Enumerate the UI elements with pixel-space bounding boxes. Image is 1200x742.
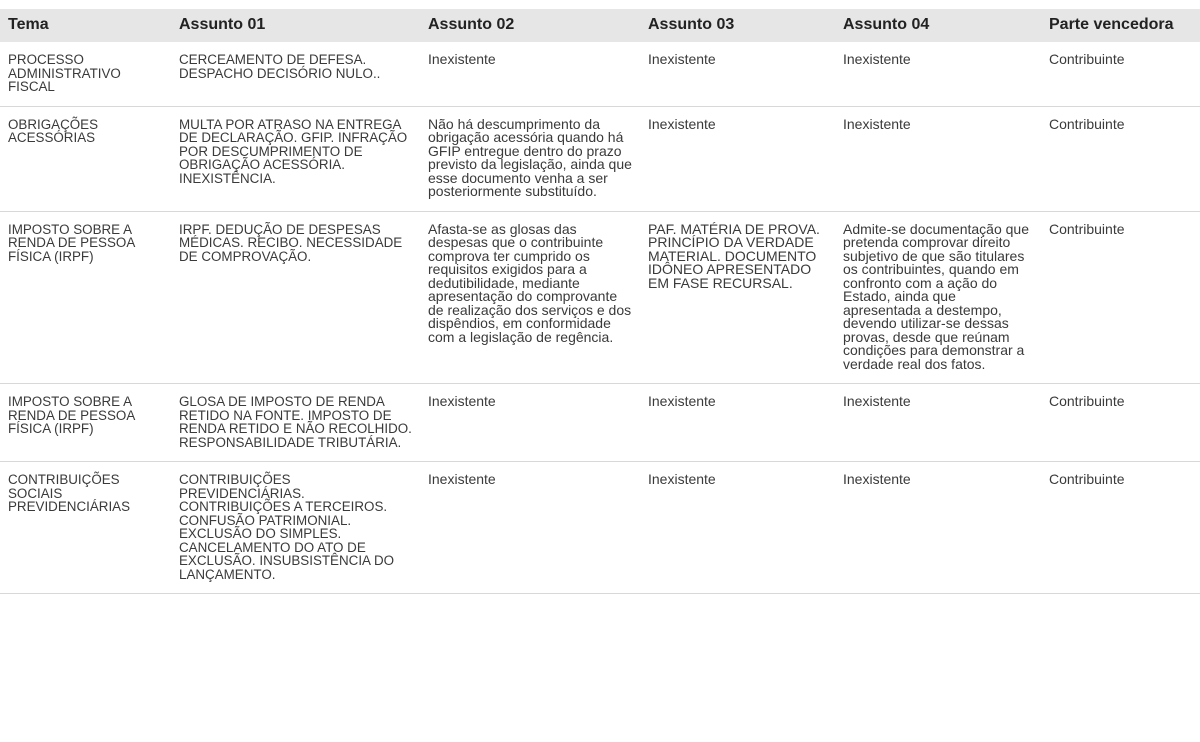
table-body bbox=[0, 42, 1200, 594]
cell-assunto-03: Inexistente bbox=[640, 462, 835, 594]
cell-parte-vencedora: Contribuinte bbox=[1041, 384, 1200, 462]
table-row bbox=[0, 106, 1200, 211]
cell-tema: PROCESSO ADMINISTRATIVO FISCAL bbox=[0, 42, 171, 106]
table-row bbox=[0, 42, 1200, 106]
cell-assunto-03: PAF. MATÉRIA DE PROVA. PRINCÍPIO DA VERDADE MATERIAL. DOCUMENTO IDÔNEO APRESENTADO EM FASE RECURSAL. bbox=[640, 211, 835, 384]
cell-assunto-02: Inexistente bbox=[420, 42, 640, 106]
cell-assunto-01: MULTA POR ATRASO NA ENTREGA DE DECLARAÇÃO. GFIP. INFRAÇÃO POR DESCUMPRIMENTO DE OBRIGAÇÃO ACESSÓRIA. INEXISTÊNCIA. bbox=[171, 106, 420, 211]
header-assunto-04: Assunto 04 bbox=[835, 9, 1041, 42]
cell-parte-vencedora: Contribuinte bbox=[1041, 211, 1200, 384]
header-assunto-03: Assunto 03 bbox=[640, 9, 835, 42]
header-tema: Tema bbox=[0, 9, 171, 42]
cell-assunto-02: Inexistente bbox=[420, 384, 640, 462]
results-table-container bbox=[0, 9, 1200, 594]
cell-tema: IMPOSTO SOBRE A RENDA DE PESSOA FÍSICA (IRPF) bbox=[0, 384, 171, 462]
cell-assunto-04: Inexistente bbox=[835, 384, 1041, 462]
table-row bbox=[0, 462, 1200, 594]
cell-assunto-03: Inexistente bbox=[640, 42, 835, 106]
cell-assunto-02: Inexistente bbox=[420, 462, 640, 594]
table-header bbox=[0, 9, 1200, 42]
table-row bbox=[0, 211, 1200, 384]
cell-assunto-04: Inexistente bbox=[835, 462, 1041, 594]
header-assunto-01: Assunto 01 bbox=[171, 9, 420, 42]
cell-assunto-02: Não há descumprimento da obrigação acessória quando há GFIP entregue dentro do prazo previsto da legislação, ainda que esse documento venha a ser posteriormente substituído. bbox=[420, 106, 640, 211]
cell-parte-vencedora: Contribuinte bbox=[1041, 42, 1200, 106]
table-row bbox=[0, 384, 1200, 462]
cell-tema: OBRIGAÇÕES ACESSÓRIAS bbox=[0, 106, 171, 211]
cell-tema: CONTRIBUIÇÕES SOCIAIS PREVIDENCIÁRIAS bbox=[0, 462, 171, 594]
cell-assunto-03: Inexistente bbox=[640, 384, 835, 462]
header-row bbox=[0, 9, 1200, 42]
cell-assunto-01: CONTRIBUIÇÕES PREVIDENCIÁRIAS. CONTRIBUIÇÕES A TERCEIROS. CONFUSÃO PATRIMONIAL. EXCLUSÃO DO SIMPLES. CANCELAMENTO DO ATO DE EXCLUSÃO. INSUBSISTÊNCIA DO LANÇAMENTO. bbox=[171, 462, 420, 594]
cell-assunto-04: Admite-se documentação que pretenda comprovar direito subjetivo de que são titulares os contribuintes, quando em confronto com a ação do Estado, ainda que apresentada a destempo, devendo utilizar-se dessas provas, desde que reúnam condições para demonstrar a verdade real dos fatos. bbox=[835, 211, 1041, 384]
cell-assunto-02: Afasta-se as glosas das despesas que o contribuinte comprova ter cumprido os requisitos exigidos para a dedutibilidade, mediante apresentação do comprovante de realização dos serviços e dos dispêndios, em conformidade com a legislação de regência. bbox=[420, 211, 640, 384]
cell-tema: IMPOSTO SOBRE A RENDA DE PESSOA FÍSICA (IRPF) bbox=[0, 211, 171, 384]
header-parte-vencedora: Parte vencedora bbox=[1041, 9, 1200, 42]
results-table bbox=[0, 9, 1200, 594]
cell-assunto-01: IRPF. DEDUÇÃO DE DESPESAS MÉDICAS. RECIBO. NECESSIDADE DE COMPROVAÇÃO. bbox=[171, 211, 420, 384]
cell-assunto-01: CERCEAMENTO DE DEFESA. DESPACHO DECISÓRIO NULO.. bbox=[171, 42, 420, 106]
cell-assunto-03: Inexistente bbox=[640, 106, 835, 211]
header-assunto-02: Assunto 02 bbox=[420, 9, 640, 42]
cell-parte-vencedora: Contribuinte bbox=[1041, 106, 1200, 211]
cell-assunto-01: GLOSA DE IMPOSTO DE RENDA RETIDO NA FONTE. IMPOSTO DE RENDA RETIDO E NÃO RECOLHIDO. RESPONSABILIDADE TRIBUTÁRIA. bbox=[171, 384, 420, 462]
cell-assunto-04: Inexistente bbox=[835, 106, 1041, 211]
cell-parte-vencedora: Contribuinte bbox=[1041, 462, 1200, 594]
cell-assunto-04: Inexistente bbox=[835, 42, 1041, 106]
